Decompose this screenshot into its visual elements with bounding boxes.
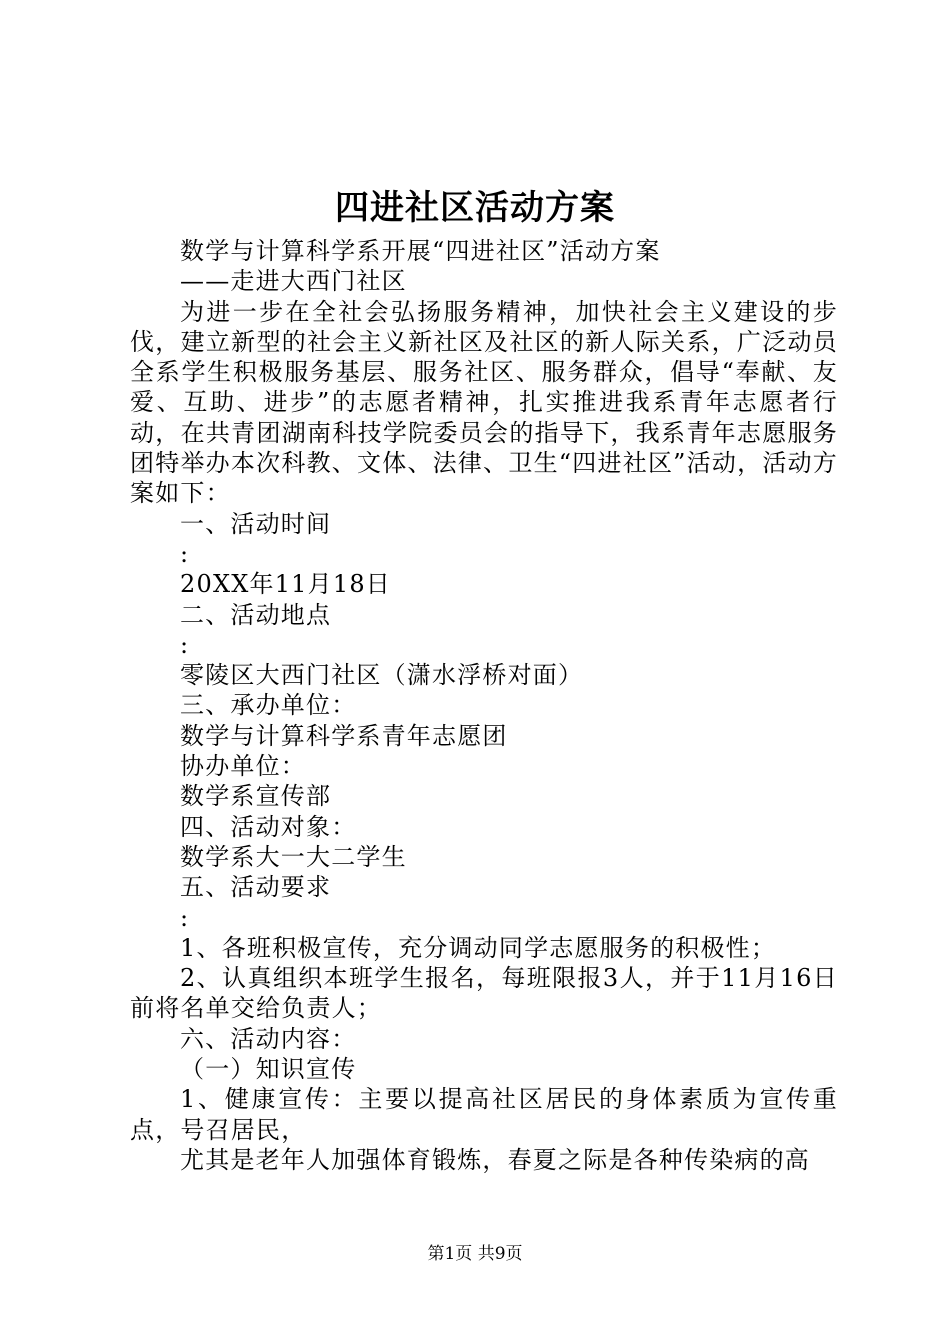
paragraph: 六、活动内容： xyxy=(180,1024,357,1053)
paragraph: : xyxy=(180,630,190,659)
paragraph: 四、活动对象： xyxy=(180,812,357,841)
paragraph: ——走进大西门社区 xyxy=(180,267,407,296)
document-body xyxy=(130,236,838,1175)
paragraph: 1、健康宣传：主要以提高社区居民的身体素质为宣传重点，号召居民， xyxy=(130,1085,838,1144)
document-title: 四进社区活动方案 xyxy=(335,188,615,228)
paragraph: （一）知识宣传 xyxy=(180,1055,357,1084)
paragraph: 20XX年11月18日 xyxy=(180,570,391,599)
paragraph: : xyxy=(180,539,190,568)
paragraph: 数学系宣传部 xyxy=(180,782,332,811)
paragraph: 数学与计算科学系青年志愿团 xyxy=(180,721,508,750)
paragraph: 数学系大一大二学生 xyxy=(180,842,407,871)
paragraph: 2、认真组织本班学生报名，每班限报3人，并于11月16日前将名单交给负责人； xyxy=(130,964,838,1023)
paragraph: 二、活动地点 xyxy=(180,600,332,629)
paragraph: 数学与计算科学系开展“四进社区”活动方案 xyxy=(180,237,661,265)
paragraph: : xyxy=(180,903,190,932)
paragraph: 尤其是老年人加强体育锻炼，春夏之际是各种传染病的高 xyxy=(180,1145,810,1174)
paragraph: 为进一步在全社会弘扬服务精神，加快社会主义建设的步伐，建立新型的社会主义新社区及社区的新人际关系，广泛动员全系学生积极服务基层、服务社区、服务群众，倡导“奉献、友爱、互助、进步”的志愿者精神，扎实推进我系青年志愿者行动，在共青团湖南科技学院委员会的指导下，我系青年志愿服务团特举办本次科教、文体、法律、卫生“四进社区”活动，活动方案如下： xyxy=(130,297,838,508)
page-indicator: 第1页 共9页 xyxy=(427,1244,523,1264)
paragraph: 1、各班积极宣传，充分调动同学志愿服务的积极性； xyxy=(180,933,777,962)
paragraph: 五、活动要求 xyxy=(180,873,332,902)
paragraph: 零陵区大西门社区（潇水浮桥对面） xyxy=(180,661,584,690)
paragraph: 协办单位： xyxy=(180,752,306,781)
paragraph: 三、承办单位： xyxy=(180,691,357,720)
paragraph: 一、活动时间 xyxy=(180,509,332,538)
